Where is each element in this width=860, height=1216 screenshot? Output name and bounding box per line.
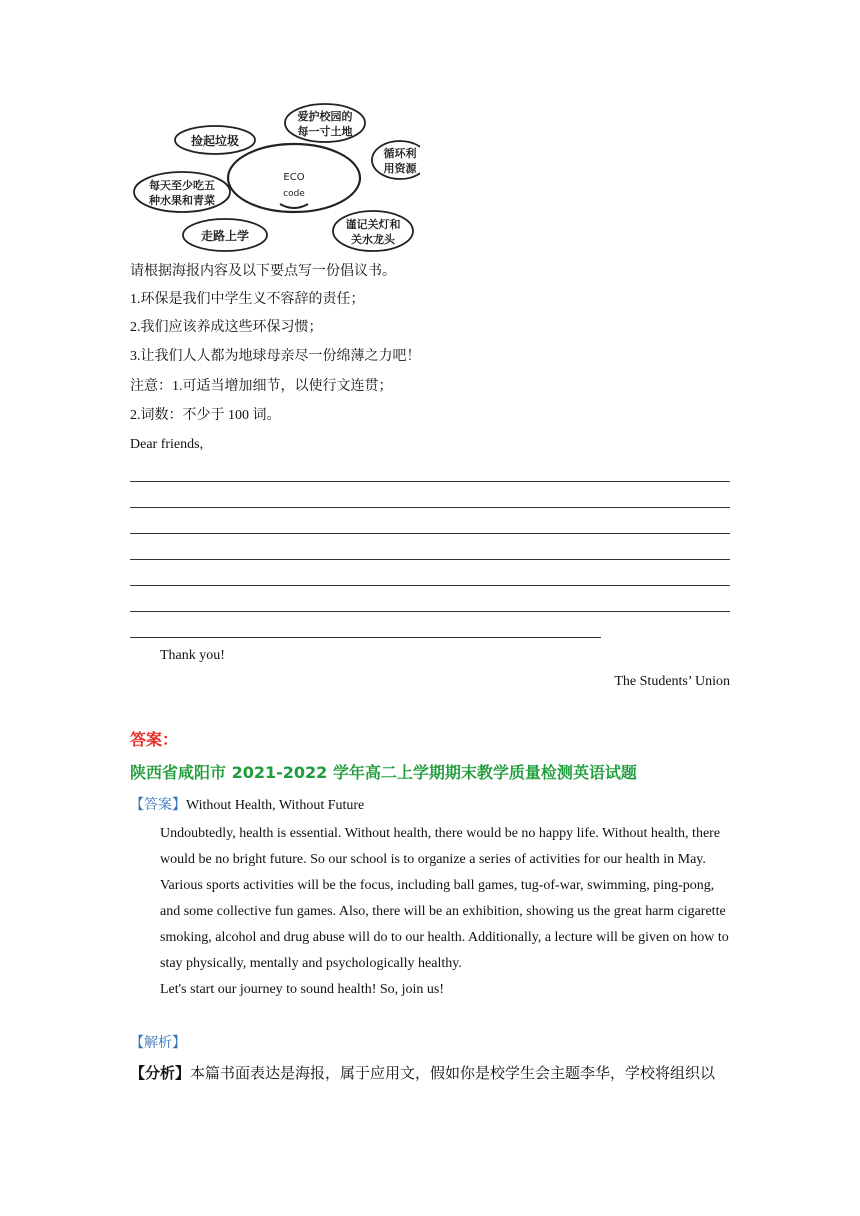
writing-line [130, 585, 730, 586]
writing-line [130, 507, 730, 508]
answer-paragraph: Various sports activities will be the focus, including ball games, tug-of-war, swimming, ping-pong, and some collective fun games. Also, there will be an exhibition, showing us the great harm cigarette smoking, alcohol and drug abuse will do to our health. Additionally, a lecture will be given on how to stay physically, mentally and psychologically healthy. [160, 878, 729, 971]
bubble-text-fruit-2: 种水果和青菜 [149, 194, 215, 207]
answer-body [130, 821, 736, 1003]
writing-line [130, 611, 730, 612]
eco-center-text-1: ECO [283, 172, 305, 183]
writing-line [130, 481, 730, 482]
answer-tag: 【答案】 [130, 798, 186, 813]
eco-code-diagram [130, 100, 420, 260]
bubble-text-recycle-2: 用资源 [383, 162, 417, 175]
fenxi-tag: 【分析】 [130, 1066, 191, 1082]
bubble-text-campus-1: 爱护校园的 [297, 110, 353, 123]
prompt-note-2: 2.词数：不少于 100 词。 [130, 408, 281, 423]
writing-line [130, 533, 730, 534]
bubble-text-campus-2: 每一寸土地 [297, 125, 353, 138]
prompt-point-3: 3.让我们人人都为地球母亲尽一份绵薄之力吧！ [130, 349, 421, 364]
writing-line [130, 559, 730, 560]
prompt-point-2: 2.我们应该养成这些环保习惯； [130, 320, 323, 335]
prompt-point-1: 1.环保是我们中学生义不容辞的责任； [130, 292, 365, 307]
bubble-text-recycle-1: 循环利 [383, 147, 417, 160]
answer-label: 答案： [130, 730, 179, 749]
answer-source: 陕西省咸阳市 2021-2022 学年高二上学期期末教学质量检测英语试题 [130, 763, 637, 782]
signature: The Students’ Union [614, 674, 730, 689]
closing: Thank you! [160, 648, 225, 663]
prompt-note-1: 注意：1.可适当增加细节，以使行文连贯； [130, 379, 393, 394]
answer-paragraph: Undoubtedly, health is essential. Without health, there would be no happy life. Without health, there would be no bright future. So our school is to organize a series of activities for our health in May. [160, 826, 721, 867]
fenxi-line [130, 1064, 715, 1084]
bubble-text-lights-1: 谨记关灯和 [345, 218, 401, 231]
analysis-tag: 【解析】 [130, 1036, 186, 1051]
bubble-text-walk: 走路上学 [200, 229, 250, 243]
answer-paragraph: Let's start our journey to sound health! So, join us! [160, 982, 445, 997]
bubble-text-fruit-1: 每天至少吃五 [149, 179, 215, 192]
bubble-text-lights-2: 关水龙头 [351, 233, 395, 246]
eco-arrow-icon [280, 204, 308, 208]
fenxi-text: 本篇书面表达是海报，属于应用文，假如你是校学生会主题李华，学校将组织以 [190, 1066, 716, 1082]
eco-center-text-2: code [283, 189, 305, 199]
answer-title-line [130, 796, 364, 816]
writing-line [130, 637, 601, 638]
prompt-intro: 请根据海报内容及以下要点写一份倡议书。 [130, 264, 396, 279]
salutation: Dear friends, [130, 437, 204, 452]
answer-title: Without Health, Without Future [186, 798, 365, 813]
bubble-text-pick-litter: 捡起垃圾 [190, 134, 240, 148]
